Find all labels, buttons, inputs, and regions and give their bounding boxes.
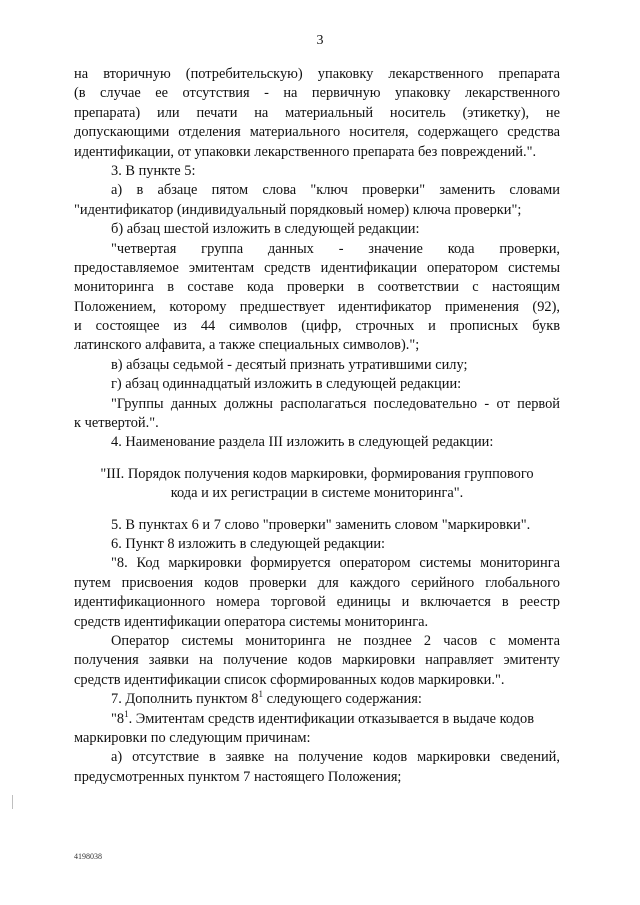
text-line: Положением, которому предшествует идентификатор применения (92),: [74, 298, 560, 315]
text-line: получения заявки на получение кодов маркировки направляет эмитенту: [74, 652, 560, 669]
text-line: (в случае ее отсутствия - на первичную упаковку лекарственного: [74, 85, 560, 102]
superscript: 1: [258, 689, 263, 700]
text-fragment: "8: [111, 710, 125, 727]
text-line: б) абзац шестой изложить в следующей редакции:: [111, 221, 420, 238]
text-line: к четвертой.".: [74, 415, 159, 432]
text-line: "идентификатор (индивидуальный порядковый номер) ключа проверки";: [74, 201, 522, 218]
text-line: в) абзацы седьмой - десятый признать утратившими силу;: [111, 356, 468, 373]
superscript: 1: [124, 708, 129, 719]
text-line: маркировки по следующим причинам:: [74, 729, 311, 746]
text-line: предусмотренных пунктом 7 настоящего Положения;: [74, 768, 402, 785]
item-4-heading: 4. Наименование раздела III изложить в следующей редакции:: [111, 434, 494, 451]
text-line: [74, 710, 560, 729]
text-line: Оператор системы мониторинга не позднее 2 часов с момента: [111, 632, 560, 649]
scan-margin-mark: [12, 795, 13, 809]
document-code: 4198038: [74, 852, 102, 861]
text-line: "8. Код маркировки формируется оператором системы мониторинга: [111, 555, 560, 572]
text-line: допускающими отделения материального носителя, содержащего средства: [74, 124, 560, 141]
text-line: на вторичную (потребительскую) упаковку лекарственного препарата: [74, 66, 560, 82]
text-line: путем присвоения кодов проверки для каждого серийного глобального: [74, 574, 560, 591]
text-line: "четвертая группа данных - значение кода проверки,: [111, 240, 560, 257]
section-title: кода и их регистрации в системе мониторинга".: [170, 485, 464, 502]
text-line: средств идентификации оператора системы мониторинга.: [74, 613, 429, 630]
text-line: "Группы данных должны располагаться последовательно - от первой: [111, 395, 560, 412]
text-line: препарата) или печати на материальный носитель (этикетку), не: [74, 104, 560, 121]
section-title: "III. Порядок получения кодов маркировки, формирования группового: [100, 465, 534, 482]
text-line: идентификации, от упаковки лекарственного препарата без повреждений.".: [74, 143, 537, 160]
text-line: и состоящее из 44 символов (цифр, строчных и прописных букв: [74, 318, 560, 335]
text-line: мониторинга в составе кода проверки в соответствии с настоящим: [74, 279, 560, 296]
text-line: а) отсутствие в заявке на получение кодов маркировки сведений,: [111, 749, 560, 766]
text-fragment: 7. Дополнить пунктом 8: [111, 691, 259, 708]
text-fragment: следующего содержания:: [262, 691, 422, 708]
page-number: 3: [316, 33, 324, 48]
text-line: а) в абзаце пятом слова "ключ проверки" заменить словами: [111, 182, 560, 199]
item-6-heading: 6. Пункт 8 изложить в следующей редакции:: [111, 535, 386, 552]
text-line: средств идентификации список сформированных кодов маркировки.".: [74, 671, 505, 688]
text-line: предоставляемое эмитентам средств идентификации оператором системы: [74, 259, 560, 276]
text-fragment: . Эмитентам средств идентификации отказывается в выдаче кодов: [128, 710, 534, 727]
document-body: [74, 65, 560, 787]
item-3-heading: 3. В пункте 5:: [111, 162, 196, 179]
text-line: г) абзац одиннадцатый изложить в следующей редакции:: [111, 376, 462, 393]
item-5-heading: 5. В пунктах 6 и 7 слово "проверки" заменить словом "маркировки".: [111, 516, 531, 533]
text-line: латинского алфавита, а также специальных символов).";: [74, 337, 420, 354]
item-7-heading: [74, 690, 560, 709]
text-line: идентификационного номера торговой единицы и включается в реестр: [74, 594, 560, 611]
